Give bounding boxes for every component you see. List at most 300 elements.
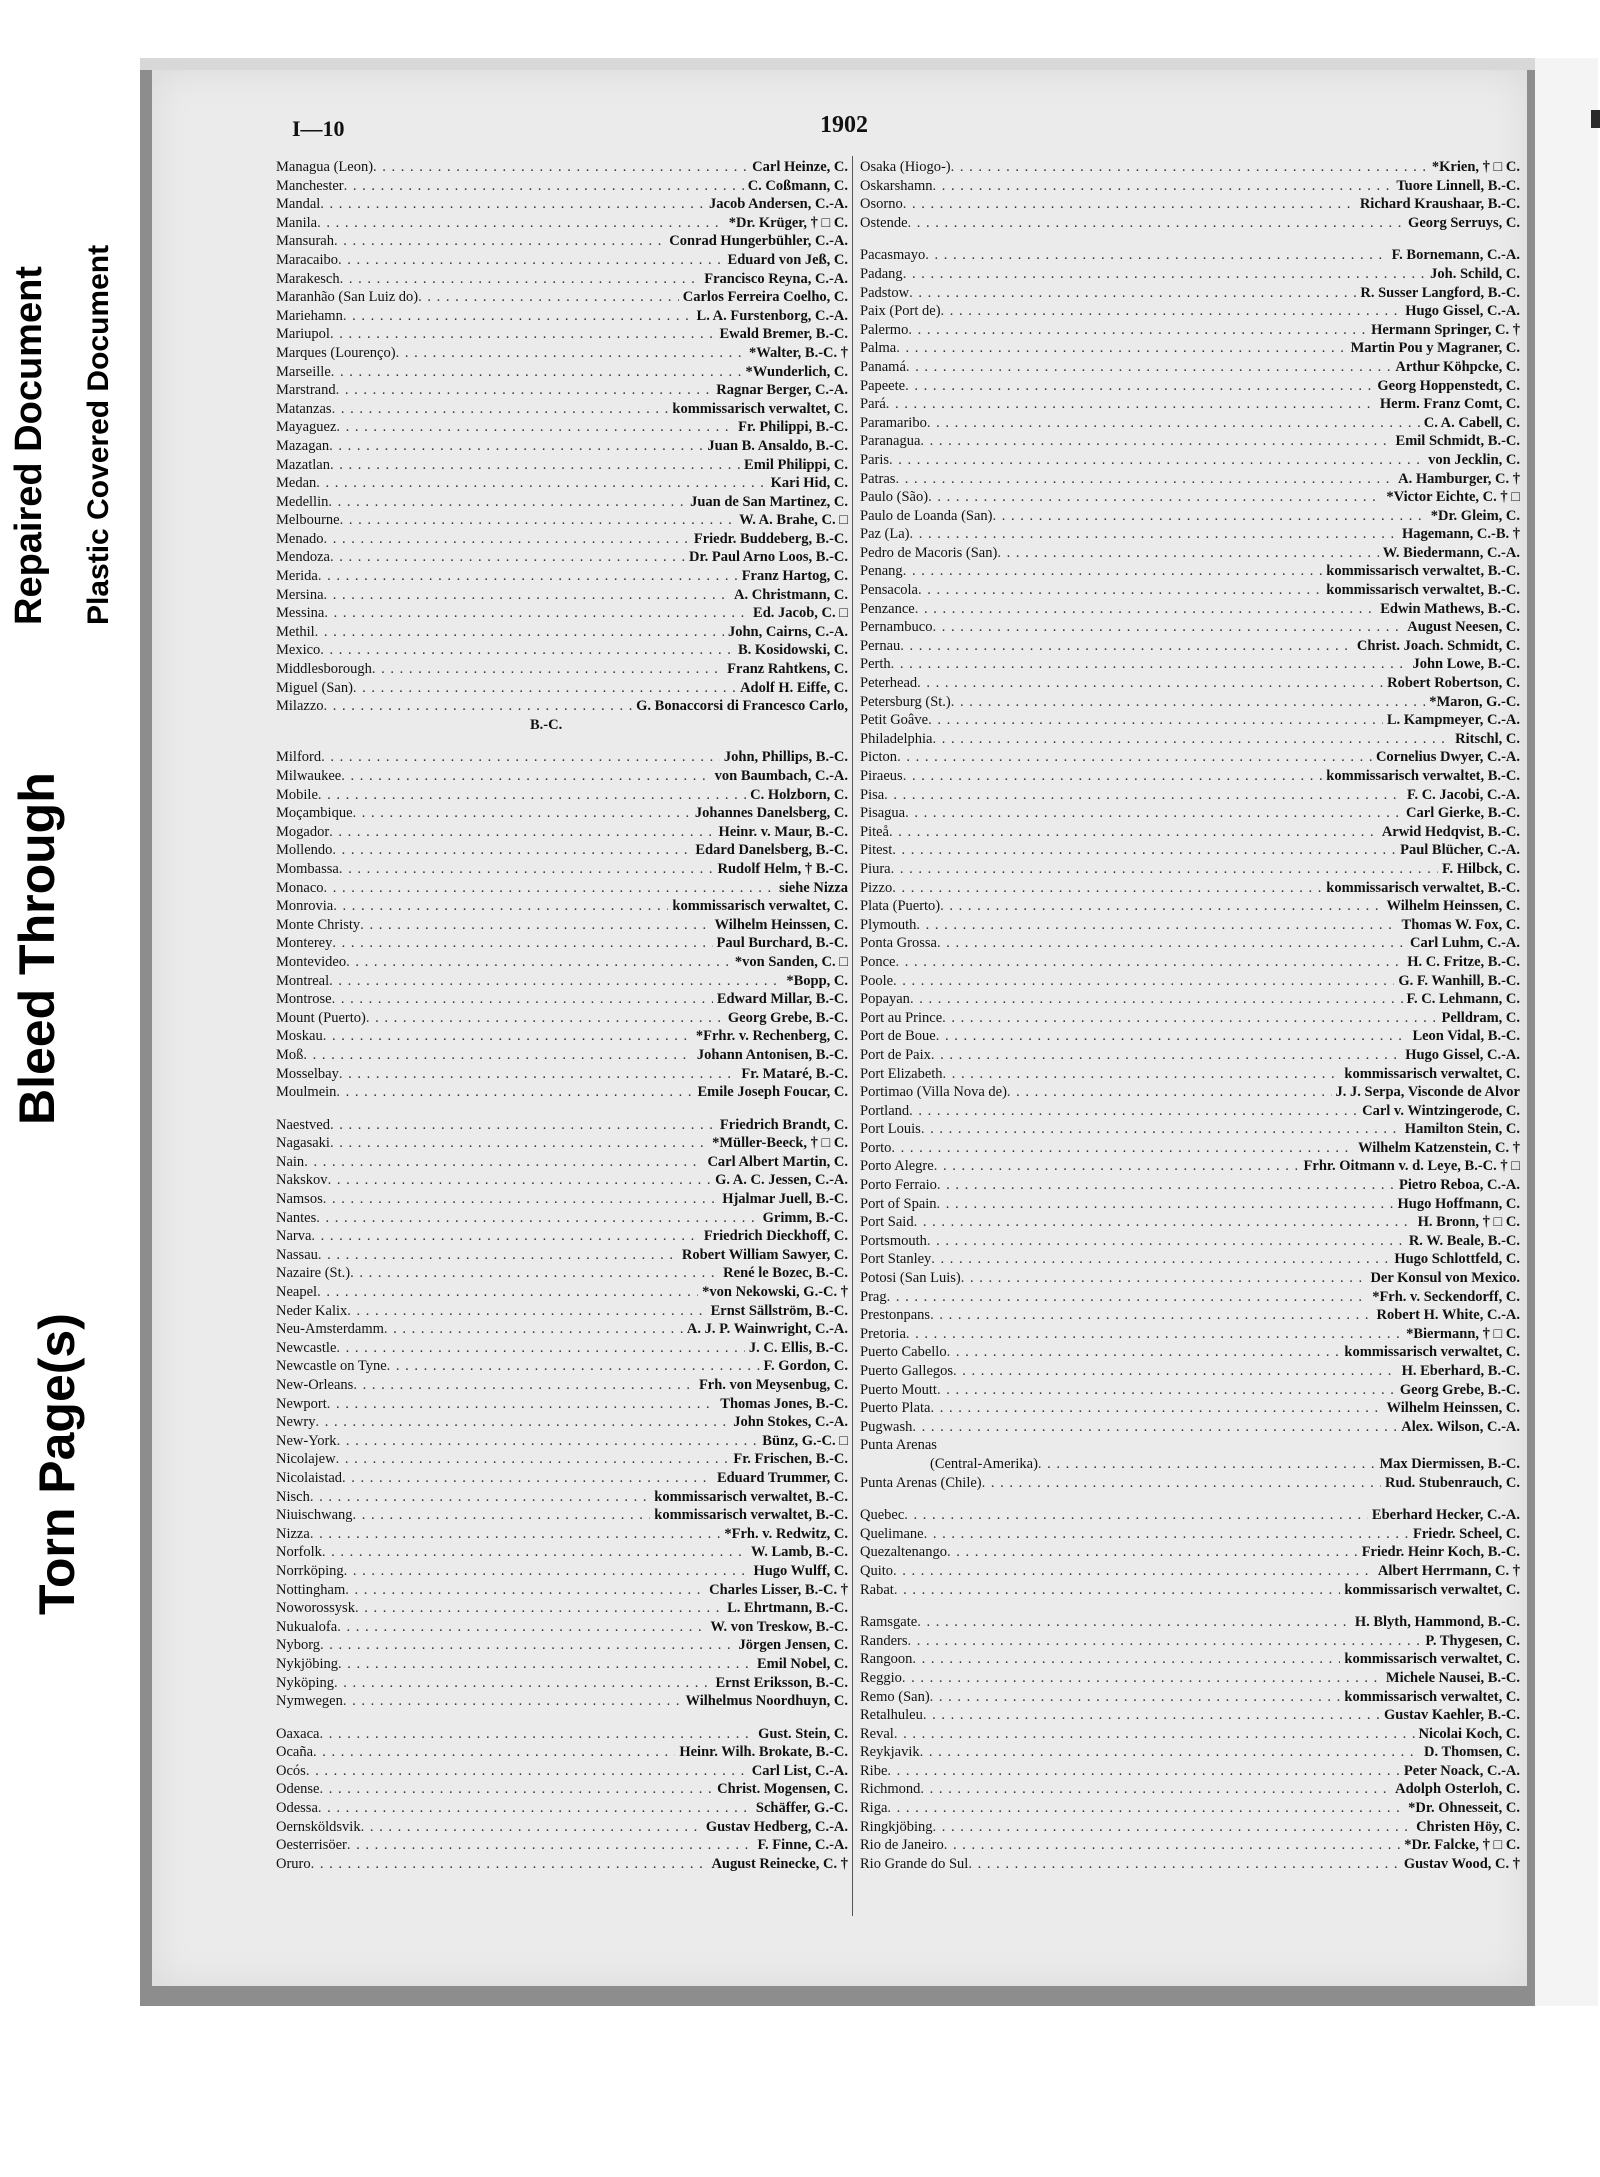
directory-entry: [860, 470, 1520, 489]
consul-name: F. Gordon, C.: [763, 1358, 848, 1375]
directory-entry: [860, 321, 1520, 340]
leader-dots: [943, 1065, 1341, 1084]
leader-dots: [324, 530, 690, 549]
leader-dots: [906, 358, 1391, 377]
consul-name: Cornelius Dwyer, C.-A.: [1375, 749, 1520, 766]
directory-entry: [276, 1581, 848, 1600]
directory-entry: [276, 1302, 848, 1321]
consul-name: John, Phillips, B.-C.: [723, 749, 848, 766]
consul-name: *Frhr. v. Rechenberg, C.: [695, 1028, 848, 1045]
leader-dots: [321, 748, 720, 767]
place-name: Peterhead: [860, 675, 918, 692]
leader-dots: [315, 1413, 729, 1432]
consul-name: kommissarisch verwaltet, C.: [672, 898, 848, 915]
leader-dots: [329, 823, 714, 842]
place-name: Paris: [860, 451, 889, 468]
directory-entry: [860, 1669, 1520, 1688]
consul-name: Carl List, C.-A.: [751, 1762, 848, 1779]
directory-entry: [860, 1762, 1520, 1781]
leader-dots: [937, 1195, 1394, 1214]
directory-entry: [276, 990, 848, 1009]
place-name: Padang: [860, 265, 903, 282]
section-gap: [860, 232, 1520, 246]
consul-name: kommissarisch verwaltet, C.: [672, 400, 848, 417]
leader-dots: [355, 1599, 723, 1618]
place-name: Port Louis: [860, 1121, 921, 1138]
consul-name: Friedr. Scheel, C.: [1413, 1525, 1520, 1542]
directory-entry: [276, 1134, 848, 1153]
leader-dots: [932, 618, 1403, 637]
leader-dots: [944, 1836, 1400, 1855]
leader-dots: [333, 897, 668, 916]
leader-dots: [387, 1357, 760, 1376]
place-name: Medellin: [276, 493, 329, 510]
consul-name: J. J. Serpa, Visconde de Alvor: [1335, 1084, 1520, 1101]
directory-entry: [276, 567, 848, 586]
place-name: Punta Arenas: [860, 1437, 937, 1454]
consul-name: L. A. Furstenborg, C.-A.: [696, 307, 848, 324]
place-name: Nicolajew: [276, 1451, 336, 1468]
leader-dots: [338, 251, 724, 270]
leader-dots: [937, 1176, 1395, 1195]
consul-name: Wilhelm Heinssen, C.: [714, 916, 848, 933]
directory-entry: [276, 288, 848, 307]
directory-entry: [276, 934, 848, 953]
label-repaired-document: Repaired Document: [8, 266, 50, 625]
place-name: Puerto Plata: [860, 1400, 931, 1417]
leader-dots: [324, 586, 730, 605]
leader-dots: [318, 1799, 752, 1818]
consul-name: Friedr. Buddeberg, B.-C.: [693, 530, 848, 547]
consul-name: Hagemann, C.-B. †: [1401, 526, 1520, 543]
leader-dots: [940, 897, 1382, 916]
consul-name: kommissarisch verwaltet, C.: [1344, 1581, 1520, 1598]
consul-name: Schäffer, G.-C.: [755, 1800, 848, 1817]
consul-name: Rudolf Helm, † B.-C.: [717, 860, 848, 877]
directory-entry: [276, 953, 848, 972]
consul-name: Ernst Sällström, B.-C.: [710, 1302, 848, 1319]
consul-name: F. C. Lehmann, C.: [1406, 991, 1520, 1008]
consul-name: kommissarisch verwaltet, B.-C.: [1326, 582, 1520, 599]
place-name: Oruro: [276, 1855, 311, 1872]
place-name: Quezaltenango: [860, 1544, 947, 1561]
place-name: Osaka (Hiogo-): [860, 159, 951, 175]
directory-entry: [860, 1176, 1520, 1195]
consul-name: Georg Grebe, B.-C.: [727, 1009, 848, 1026]
place-name: Portland: [860, 1102, 910, 1119]
consul-name: F. Hilbck, C.: [1441, 860, 1520, 877]
directory-entry: [276, 641, 848, 660]
directory-entry: [276, 325, 848, 344]
consul-name: Joh. Schild, C.: [1430, 265, 1520, 282]
consul-name: Ed. Jacob, C. □: [753, 605, 848, 622]
leader-dots: [320, 195, 705, 214]
consul-name: Christ. Mogensen, C.: [717, 1781, 848, 1798]
directory-entry: [860, 1027, 1520, 1046]
page-year: 1902: [820, 112, 868, 138]
consul-name: W. Lamb, B.-C.: [751, 1544, 848, 1561]
directory-entry: [860, 1632, 1520, 1651]
place-name: Ponta Grossa: [860, 935, 937, 952]
directory-entry: [276, 1543, 848, 1562]
section-gap: [860, 1492, 1520, 1506]
directory-entry: [276, 1227, 848, 1246]
place-name: Ocaña: [276, 1744, 314, 1761]
directory-entry: [276, 195, 848, 214]
place-name: Mazatlan: [276, 456, 330, 473]
place-name: Odense: [276, 1781, 320, 1798]
directory-entry: [276, 456, 848, 475]
place-name: Moß: [276, 1046, 304, 1063]
directory-entry: [860, 1581, 1520, 1600]
leader-dots: [930, 1306, 1372, 1325]
place-name: Philadelphia: [860, 730, 933, 747]
leader-dots: [900, 637, 1353, 656]
place-name: Petit Goâve: [860, 712, 929, 729]
leader-dots: [951, 693, 1425, 712]
leader-dots: [320, 641, 734, 660]
leader-dots: [903, 265, 1426, 284]
place-name: Narva: [276, 1228, 312, 1245]
directory-entry: [860, 600, 1520, 619]
directory-entry: [276, 548, 848, 567]
consul-name: John Stokes, C.-A.: [733, 1414, 848, 1431]
consul-name: H. Bronn, † □ C.: [1417, 1214, 1520, 1231]
directory-entry: [276, 1780, 848, 1799]
consul-name: Jacob Andersen, C.-A.: [709, 196, 848, 213]
directory-entry: [276, 1488, 848, 1507]
place-name: Maranhão (San Luiz do): [276, 289, 419, 306]
place-name: Mount (Puerto): [276, 1009, 366, 1026]
leader-dots: [992, 507, 1426, 526]
place-name: Port Stanley: [860, 1251, 932, 1268]
leader-dots: [968, 1855, 1399, 1874]
directory-entry: [860, 1743, 1520, 1762]
consul-name: Thomas W. Fox, C.: [1401, 916, 1520, 933]
place-name: Montreal: [276, 972, 330, 989]
leader-dots: [920, 1743, 1420, 1762]
place-name: Rabat: [860, 1581, 894, 1598]
consul-name: *von Sanden, C. □: [734, 953, 848, 970]
directory-entry: [860, 767, 1520, 786]
place-name: Puerto Cabello: [860, 1344, 947, 1361]
consul-name: Heinr. v. Maur, B.-C.: [718, 823, 848, 840]
consul-name: kommissarisch verwaltet, C.: [1344, 1688, 1520, 1705]
directory-entry: [276, 716, 848, 735]
leader-dots: [893, 1562, 1374, 1581]
place-name: Pugwash: [860, 1418, 913, 1435]
directory-entry: [860, 1399, 1520, 1418]
leader-dots: [360, 916, 710, 935]
consul-name: G. Bonaccorsi di Francesco Carlo,: [636, 698, 848, 715]
consul-name: Grimm, B.-C.: [762, 1209, 848, 1226]
leader-dots: [887, 1799, 1404, 1818]
directory-entry: [276, 1725, 848, 1744]
directory-entry: [860, 972, 1520, 991]
leader-dots: [396, 344, 745, 363]
directory-entry: [860, 1525, 1520, 1544]
directory-entry: [860, 860, 1520, 879]
place-name: Oesterrisöer: [276, 1837, 347, 1854]
place-name: Manila: [276, 214, 318, 231]
leader-dots: [361, 1818, 702, 1837]
consul-name: Ragnar Berger, C.-A.: [716, 382, 848, 399]
consul-name: Friedr. Heinr Koch, B.-C.: [1361, 1544, 1520, 1561]
leader-dots: [914, 1213, 1414, 1232]
directory-entry: [276, 748, 848, 767]
place-name: Paramaribo: [860, 414, 927, 431]
label-plastic-covered: Plastic Covered Document: [82, 244, 115, 625]
directory-entry: [276, 1450, 848, 1469]
leader-dots: [928, 488, 1382, 507]
leader-dots: [895, 470, 1394, 489]
directory-entry: [860, 246, 1520, 265]
consul-name: Robert Robertson, C.: [1387, 675, 1520, 692]
directory-entry: [860, 581, 1520, 600]
directory-entry: [276, 344, 848, 363]
consul-name: P. Thygesen, C.: [1425, 1632, 1520, 1649]
consul-name: Carl Albert Martin, C.: [707, 1153, 848, 1170]
leader-dots: [930, 1688, 1341, 1707]
leader-dots: [961, 1269, 1367, 1288]
directory-entry: [860, 786, 1520, 805]
scan-top-edge: [140, 58, 1598, 70]
place-name: Piraeus: [860, 768, 903, 784]
leader-dots: [886, 395, 1376, 414]
directory-entry: [860, 655, 1520, 674]
consul-name: Martin Pou y Magraner, C.: [1350, 340, 1520, 357]
directory-entry: [276, 586, 848, 605]
leader-dots: [920, 1780, 1391, 1799]
directory-entry: [276, 623, 848, 642]
directory-entry: [276, 1655, 848, 1674]
directory-entry: [860, 1543, 1520, 1562]
place-name: New-Orleans: [276, 1377, 354, 1393]
leader-dots: [953, 1362, 1398, 1381]
place-name: Nymwegen: [276, 1693, 343, 1710]
consul-name: Paul Blücher, C.-A.: [1400, 842, 1520, 859]
place-name: Moçambique: [276, 805, 353, 822]
leader-dots: [313, 1743, 675, 1762]
leader-dots: [997, 544, 1378, 563]
place-name: Puerto Gallegos: [860, 1363, 954, 1379]
consul-name: Fr. Frischen, B.-C.: [733, 1451, 848, 1468]
page-number: I—10: [292, 116, 345, 141]
consul-name: [1516, 1436, 1520, 1455]
place-name: Paulo de Loanda (San): [860, 507, 993, 524]
place-name: Petersburg (St.): [860, 693, 951, 710]
directory-entry: [860, 1613, 1520, 1632]
directory-entry: [860, 693, 1520, 712]
consul-name: Eduard Trummer, C.: [716, 1469, 848, 1486]
place-name: Ostende: [860, 214, 908, 231]
directory-entry: [860, 195, 1520, 214]
leader-dots: [347, 1836, 754, 1855]
place-name: Niuischwang: [276, 1507, 353, 1524]
section-gap: [276, 1102, 848, 1116]
leader-dots: [1038, 1455, 1376, 1474]
directory-entry: [860, 1688, 1520, 1707]
consul-name: W. A. Brahe, C. □: [739, 512, 848, 529]
column-divider: [852, 156, 853, 1916]
directory-entry: [276, 660, 848, 679]
leader-dots: [903, 767, 1323, 786]
consul-name: Carl v. Wintzingerode, C.: [1362, 1102, 1520, 1119]
leader-dots: [924, 1525, 1409, 1544]
leader-dots: [324, 604, 749, 623]
consul-name: *Dr. Gleim, C.: [1430, 507, 1520, 524]
directory-entry: [276, 177, 848, 196]
consul-name: R. Susser Langford, B.-C.: [1360, 284, 1520, 301]
place-name: Port of Spain: [860, 1195, 937, 1212]
scan-condition-labels: [0, 60, 125, 1620]
directory-entry: [860, 1102, 1520, 1121]
place-name: Norrköping: [276, 1562, 344, 1579]
consul-name: Gustav Kaehler, B.-C.: [1383, 1707, 1520, 1724]
place-name: Moulmein: [276, 1084, 337, 1101]
consul-name: Thomas Jones, B.-C.: [720, 1395, 848, 1412]
leader-dots: [343, 1692, 682, 1711]
place-name: Nisch: [276, 1488, 310, 1505]
leader-dots: [947, 1543, 1358, 1562]
directory-entry: [276, 1674, 848, 1693]
facing-page-edge: [1535, 58, 1598, 2006]
place-name: Pisagua: [860, 805, 906, 822]
directory-entry: [860, 432, 1520, 451]
directory-entry: [860, 214, 1520, 233]
directory-entry: [860, 1232, 1520, 1251]
place-name: Monterey: [276, 935, 333, 952]
leader-dots: [320, 1636, 734, 1655]
place-name: Perth: [860, 656, 891, 673]
place-name: Marakesch: [276, 270, 340, 287]
consul-name: A. Christmann, C.: [734, 586, 848, 603]
place-name: Portimao (Villa Nova de): [860, 1084, 1007, 1101]
place-name: Piura: [860, 860, 891, 877]
consul-name: C. Holzborn, C.: [750, 786, 848, 803]
consul-name: kommissarisch verwaltet, B.-C.: [1326, 563, 1520, 580]
place-name: Nassau: [276, 1246, 318, 1263]
directory-entry: [860, 1562, 1520, 1581]
leader-dots: [347, 1302, 706, 1321]
directory-entry: [860, 730, 1520, 749]
leader-dots: [373, 158, 748, 177]
directory-entry: [276, 860, 848, 879]
leader-dots: [337, 1432, 759, 1451]
place-name: Port Said: [860, 1214, 914, 1231]
consul-name: Johannes Danelsberg, C.: [694, 805, 848, 822]
place-name: Mandal: [276, 196, 321, 213]
place-name: Porto Alegre: [860, 1158, 934, 1175]
leader-dots: [332, 841, 691, 860]
directory-entry: [860, 1818, 1520, 1837]
leader-dots: [336, 1083, 693, 1102]
directory-entry: [276, 530, 848, 549]
directory-entry: [276, 511, 848, 530]
consul-name: Arwid Hedqvist, B.-C.: [1381, 823, 1520, 840]
directory-entry: [860, 1195, 1520, 1214]
leader-dots: [937, 934, 1406, 953]
place-name: Milford: [276, 749, 322, 766]
consul-name: Georg Serruys, C.: [1408, 214, 1520, 231]
directory-entry: [860, 1250, 1520, 1269]
directory-entry: [860, 990, 1520, 1009]
leader-dots: [339, 1065, 738, 1084]
place-name: Miguel (San): [276, 679, 353, 696]
directory-entry: [276, 786, 848, 805]
place-name: Milazzo: [276, 698, 324, 715]
left-column: [276, 158, 848, 1873]
place-name: Monaco: [276, 879, 324, 896]
leader-dots: [353, 1506, 651, 1525]
consul-name: Tuore Linnell, B.-C.: [1396, 177, 1520, 194]
consul-name: C. A. Cabell, C.: [1423, 414, 1520, 431]
directory-entry: [860, 674, 1520, 693]
leader-dots: [350, 1264, 719, 1283]
place-name: Panamá: [860, 358, 906, 375]
consul-name: Jörgen Jensen, C.: [738, 1637, 848, 1654]
directory-entry: [276, 767, 848, 786]
consul-name: Emil Nobel, C.: [756, 1655, 848, 1672]
label-torn-pages: Torn Page(s): [29, 1313, 85, 1615]
directory-entry: [276, 1692, 848, 1711]
consul-name: *Walter, B.-C. †: [749, 344, 848, 361]
place-name: Matanzas: [276, 400, 332, 417]
place-name: Pizzo: [860, 879, 893, 896]
directory-entry: [860, 637, 1520, 656]
consul-name: Bünz, G.-C. □: [762, 1432, 848, 1449]
place-name: Managua (Leon): [276, 159, 374, 175]
consul-name: Edwin Mathews, B.-C.: [1380, 600, 1520, 617]
directory-entry: [860, 1269, 1520, 1288]
leader-dots: [339, 860, 714, 879]
directory-entry: [860, 377, 1520, 396]
place-name: Quito: [860, 1562, 894, 1579]
leader-dots: [316, 1209, 758, 1228]
leader-dots: [894, 1581, 1341, 1600]
leader-dots: [344, 177, 744, 196]
directory-entry: [276, 1762, 848, 1781]
consul-name: Wilhelm Katzenstein, C. †: [1357, 1139, 1520, 1156]
directory-entry: [276, 1246, 848, 1265]
leader-dots: [316, 474, 766, 493]
leader-dots: [372, 660, 723, 679]
consul-name: *Dr. Falcke, † □ C.: [1404, 1837, 1520, 1854]
place-name: Prestonpans: [860, 1307, 931, 1324]
place-name: Pará: [860, 396, 886, 413]
leader-dots: [947, 1343, 1341, 1362]
place-name: Ringkjöbing: [860, 1818, 933, 1835]
leader-dots: [336, 1339, 745, 1358]
place-name: Nicolaistad: [276, 1469, 343, 1486]
place-name: Newcastle on Tyne: [276, 1358, 387, 1375]
consul-name: Gustav Wood, C. †: [1403, 1855, 1520, 1872]
consul-name: Hjalmar Juell, B.-C.: [722, 1191, 848, 1208]
consul-name: Edard Danelsberg, B.-C.: [695, 842, 848, 859]
directory-entry: [860, 1306, 1520, 1325]
leader-dots: [320, 1780, 714, 1799]
leader-dots: [903, 195, 1356, 214]
place-name: Reykjavik: [860, 1744, 920, 1761]
consul-name: kommissarisch verwaltet, C.: [1344, 1651, 1520, 1668]
leader-dots: [936, 1027, 1409, 1046]
leader-dots: [317, 214, 725, 233]
directory-entry: [276, 804, 848, 823]
consul-name: W. von Treskow, B.-C.: [710, 1618, 848, 1635]
directory-entry: [860, 1474, 1520, 1493]
consul-name: kommissarisch verwaltet, B.-C.: [1326, 768, 1520, 784]
consul-name: Hugo Wulff, C.: [753, 1562, 848, 1579]
